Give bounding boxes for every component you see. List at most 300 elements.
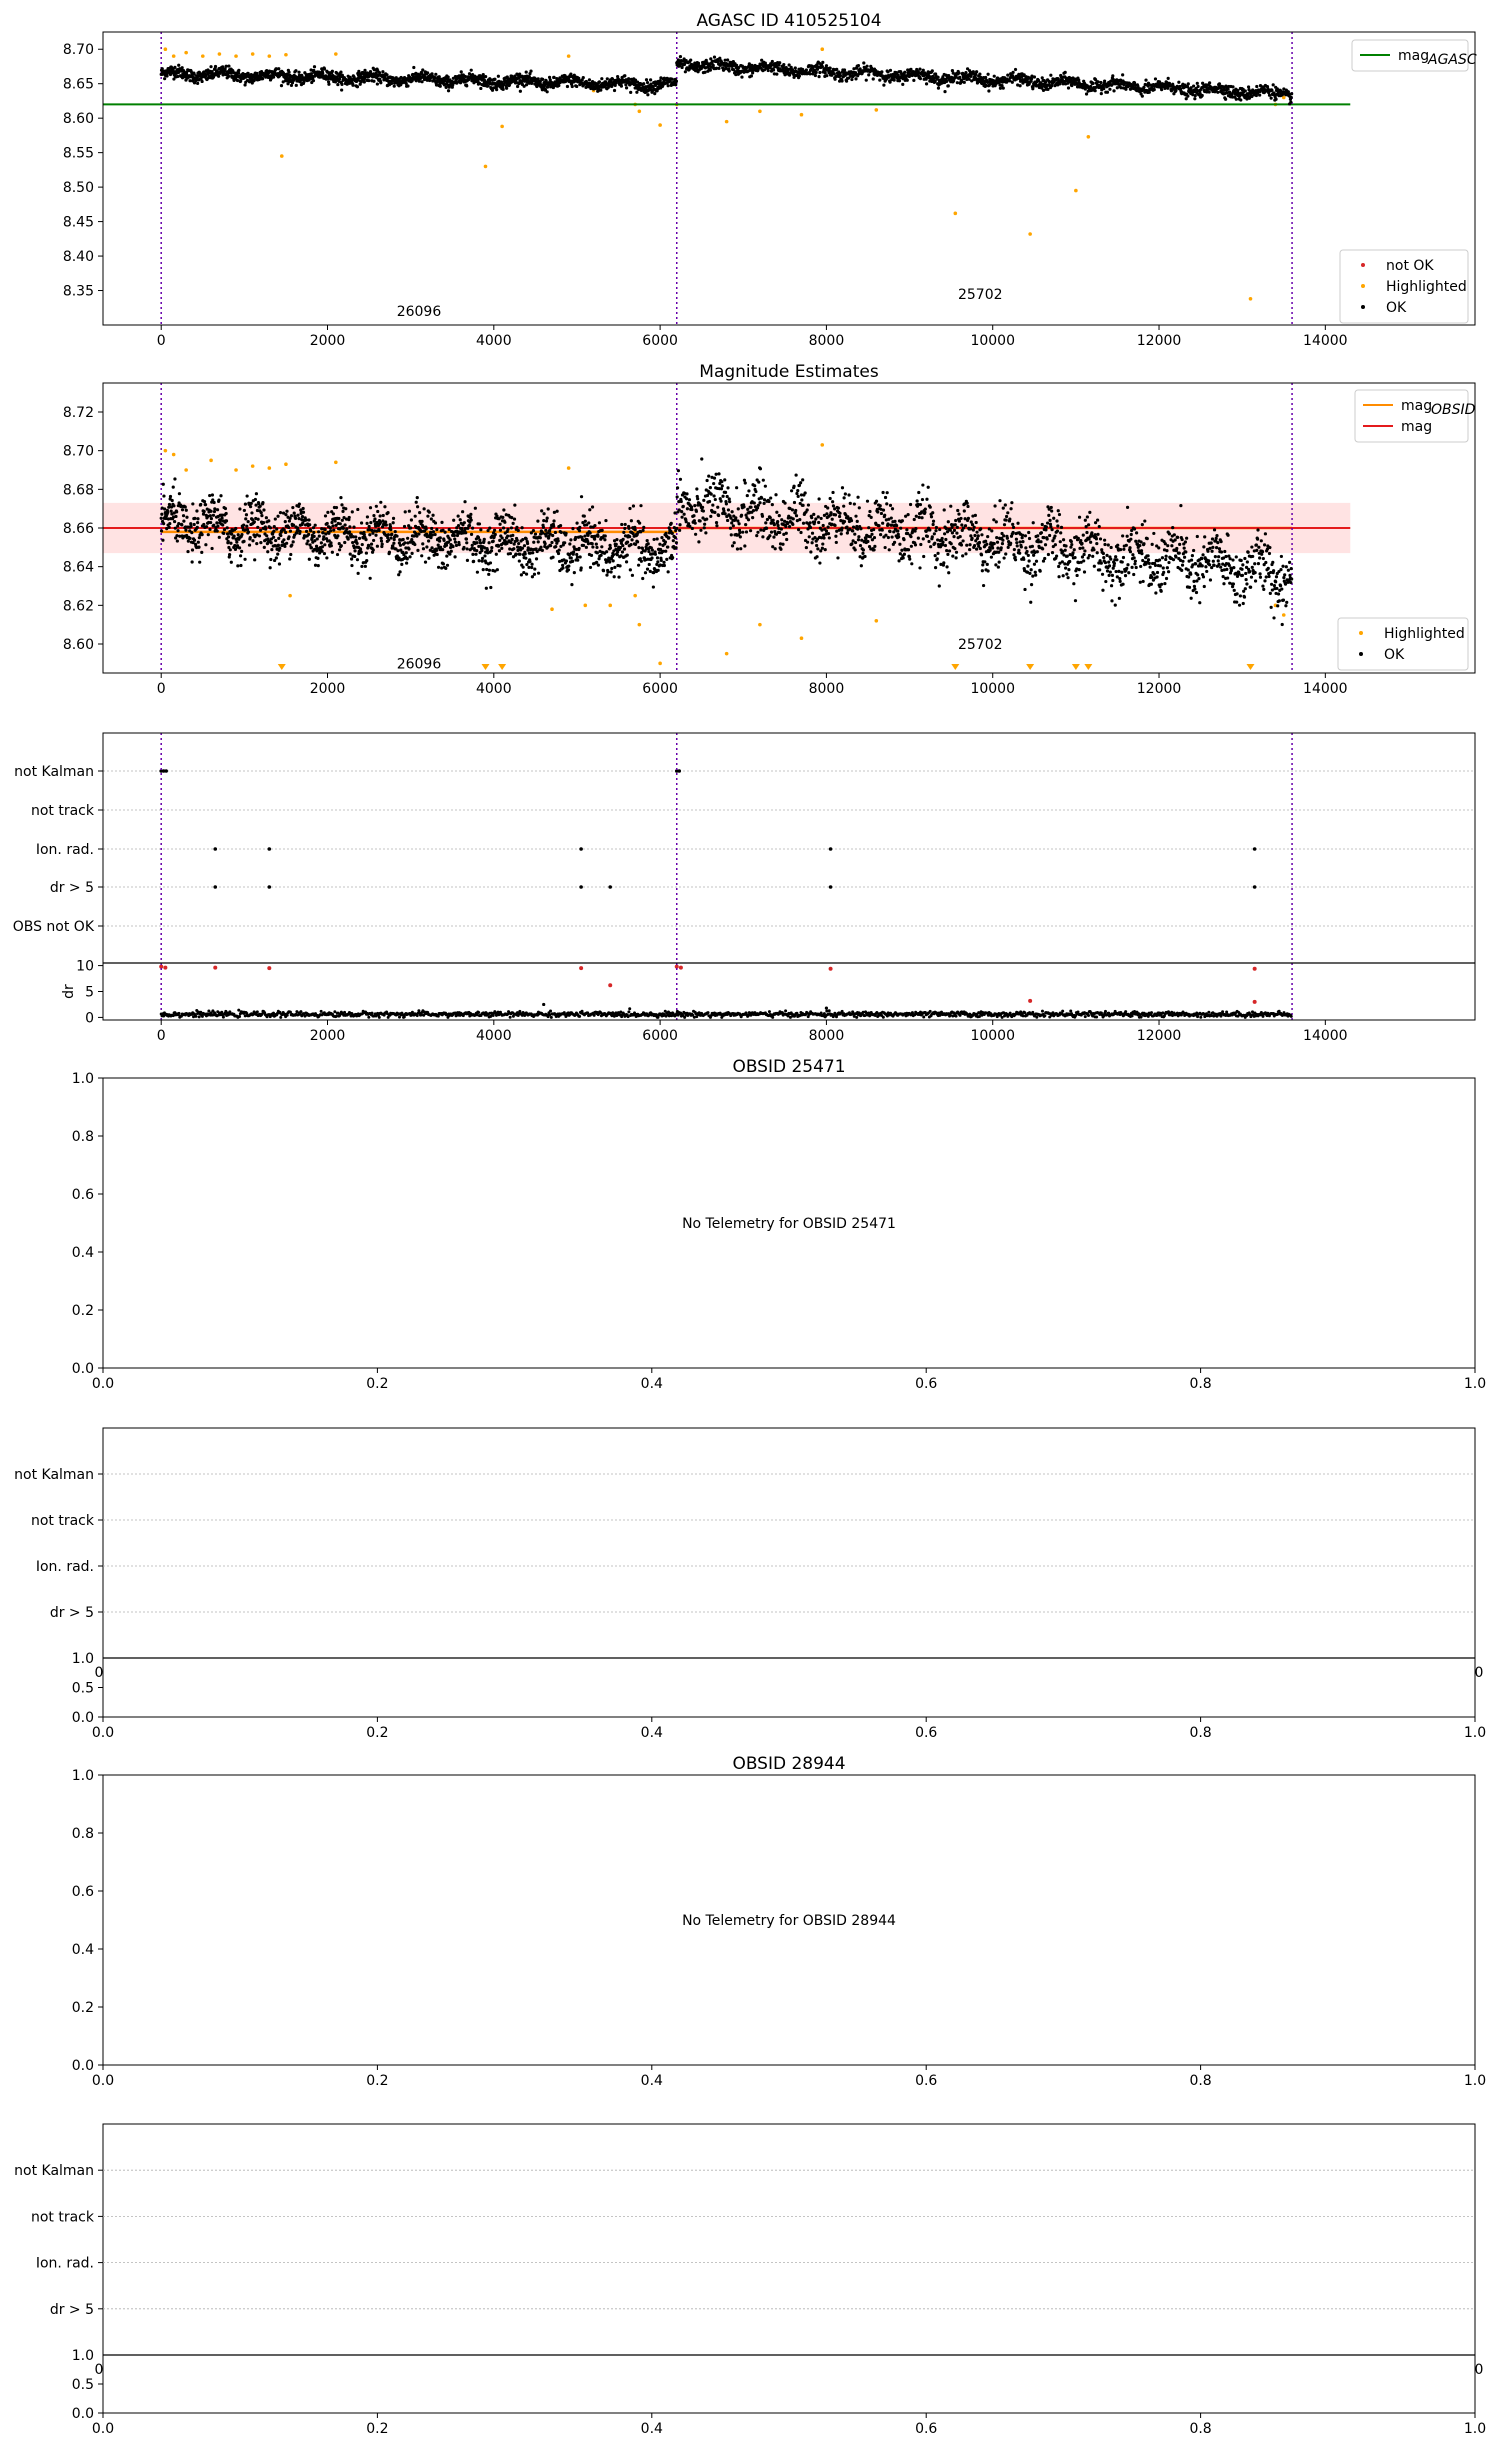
ok-point — [740, 514, 743, 517]
ok-point — [368, 533, 371, 536]
ok-point — [764, 485, 767, 488]
ok-point — [405, 551, 408, 554]
ok-point — [767, 500, 770, 503]
ok-point — [936, 76, 939, 79]
ok-point — [439, 536, 442, 539]
ok-point — [751, 516, 754, 519]
ok-point — [226, 526, 229, 529]
ok-point — [646, 539, 649, 542]
legend-subscript: OBSID — [1431, 402, 1476, 418]
ok-point — [204, 503, 207, 506]
ok-point — [247, 530, 250, 533]
ok-point — [1197, 85, 1200, 88]
ok-point — [723, 478, 726, 481]
ok-point — [964, 71, 967, 74]
ok-point — [778, 531, 781, 534]
ok-point — [880, 70, 883, 73]
highlighted-point — [251, 464, 255, 468]
ok-point — [160, 513, 163, 516]
ok-point — [409, 526, 412, 529]
y-tick-label: 8.62 — [62, 598, 94, 615]
ok-point — [278, 562, 281, 565]
ok-point — [528, 560, 531, 563]
ok-point — [757, 480, 760, 483]
ok-point — [181, 508, 184, 511]
ok-point — [796, 489, 799, 492]
ok-point — [196, 82, 199, 85]
ok-point — [478, 539, 481, 542]
highlighted-point — [1074, 189, 1078, 193]
ok-point — [202, 523, 205, 526]
ok-point — [557, 552, 560, 555]
ok-point — [298, 502, 301, 505]
lower-limit-marker — [1246, 664, 1254, 670]
ok-point — [814, 74, 817, 77]
ok-point — [765, 527, 768, 530]
ok-point — [947, 84, 950, 87]
ok-point — [176, 539, 179, 542]
ok-point — [501, 536, 504, 539]
ok-point — [412, 66, 415, 69]
ok-point — [522, 566, 525, 569]
ok-point — [524, 552, 527, 555]
ok-point — [781, 543, 784, 546]
ok-point — [444, 567, 447, 570]
ok-point — [429, 531, 432, 534]
ok-point — [266, 550, 269, 553]
ok-point — [741, 531, 744, 534]
ok-point — [440, 521, 443, 524]
ok-point — [420, 80, 423, 83]
ok-point — [572, 550, 575, 553]
ok-point — [544, 529, 547, 532]
ok-point — [375, 505, 378, 508]
ok-point — [726, 58, 729, 61]
ok-point — [622, 538, 625, 541]
ok-point — [410, 518, 413, 521]
ok-point — [627, 77, 630, 80]
ok-point — [494, 533, 497, 536]
ok-point — [785, 538, 788, 541]
ok-point — [213, 507, 216, 510]
ok-point — [201, 80, 204, 83]
ok-point — [1272, 83, 1275, 86]
ok-point — [475, 541, 478, 544]
ok-point — [621, 550, 624, 553]
ok-point — [590, 554, 593, 557]
ok-point — [296, 514, 299, 517]
ok-point — [530, 566, 533, 569]
ok-point — [316, 537, 319, 540]
ok-point — [470, 69, 473, 72]
ok-point — [312, 79, 315, 82]
ok-point — [1064, 71, 1067, 74]
ok-point — [768, 534, 771, 537]
ok-point — [779, 548, 782, 551]
ok-point — [524, 557, 527, 560]
ok-point — [746, 508, 749, 511]
ok-point — [695, 487, 698, 490]
highlighted-point — [583, 604, 587, 608]
ok-point — [191, 502, 194, 505]
ok-point — [716, 506, 719, 509]
ok-point — [785, 532, 788, 535]
ok-point — [783, 501, 786, 504]
ok-point — [495, 88, 498, 91]
ok-point — [243, 509, 246, 512]
ok-point — [901, 83, 904, 86]
ok-point — [272, 536, 275, 539]
ok-point — [343, 541, 346, 544]
ok-point — [516, 539, 519, 542]
ok-point — [903, 71, 906, 74]
ok-point — [510, 526, 513, 529]
ok-point — [522, 571, 525, 574]
ok-point — [597, 564, 600, 567]
ok-point — [207, 533, 210, 536]
ok-point — [225, 65, 228, 68]
lower-limit-marker — [498, 664, 506, 670]
ok-point — [715, 524, 718, 527]
ok-point — [798, 74, 801, 77]
ok-point — [209, 514, 212, 517]
ok-point — [461, 510, 464, 513]
ok-point — [466, 559, 469, 562]
x-tick-label: 12000 — [1136, 681, 1182, 697]
ok-point — [431, 533, 434, 536]
ok-point — [593, 524, 596, 527]
highlighted-point — [567, 54, 571, 58]
ok-point — [743, 479, 746, 482]
ok-point — [463, 521, 466, 524]
ok-point — [591, 545, 594, 548]
ok-point — [161, 539, 164, 542]
ok-point — [339, 71, 342, 74]
ok-point — [369, 506, 372, 509]
ok-point — [715, 521, 718, 524]
ok-point — [209, 65, 212, 68]
highlighted-point — [172, 54, 176, 58]
ok-point — [483, 554, 486, 557]
ok-point — [403, 541, 406, 544]
highlighted-point — [172, 453, 176, 457]
y-tick-label: 8.65 — [62, 76, 94, 93]
ok-point — [334, 80, 337, 83]
ok-point — [675, 541, 678, 544]
ok-point — [523, 544, 526, 547]
ok-point — [455, 544, 458, 547]
ok-point — [431, 514, 434, 517]
ok-point — [237, 72, 240, 75]
ok-point — [799, 481, 802, 484]
highlighted-point — [234, 54, 238, 58]
ok-point — [217, 75, 220, 78]
highlighted-point — [820, 443, 824, 447]
ok-point — [775, 511, 778, 514]
ok-point — [521, 547, 524, 550]
ok-point — [582, 544, 585, 547]
ok-point — [604, 519, 607, 522]
ok-point — [809, 550, 812, 553]
highlighted-point — [334, 460, 338, 464]
ok-point — [713, 511, 716, 514]
highlighted-point — [658, 662, 662, 666]
ok-point — [547, 507, 550, 510]
ok-point — [515, 526, 518, 529]
lower-limit-marker — [951, 664, 959, 670]
ok-point — [680, 510, 683, 513]
ok-point — [1187, 82, 1190, 85]
ok-point — [447, 89, 450, 92]
ok-point — [350, 557, 353, 560]
ok-point — [658, 543, 661, 546]
ok-point — [193, 517, 196, 520]
ok-point — [557, 539, 560, 542]
ok-point — [406, 557, 409, 560]
ok-point — [464, 75, 467, 78]
ok-point — [541, 549, 544, 552]
ok-point — [476, 571, 479, 574]
highlighted-point — [567, 466, 571, 470]
ok-point — [481, 557, 484, 560]
ok-point — [591, 505, 594, 508]
ok-point — [498, 539, 501, 542]
ok-point — [784, 525, 787, 528]
ok-point — [617, 575, 620, 578]
ok-point — [263, 546, 266, 549]
ok-point — [552, 519, 555, 522]
x-tick-label: 0 — [156, 681, 166, 697]
ok-point — [287, 71, 290, 74]
ok-point — [226, 532, 229, 535]
ok-point — [610, 567, 613, 570]
ok-point — [764, 521, 767, 524]
ok-point — [381, 70, 384, 73]
ok-point — [622, 531, 625, 534]
ok-point — [209, 510, 212, 513]
ok-point — [185, 516, 188, 519]
ok-point — [338, 548, 341, 551]
ok-point — [850, 78, 853, 81]
x-tick-label: 4000 — [475, 333, 512, 349]
ok-point — [257, 518, 260, 521]
ok-point — [604, 534, 607, 537]
ok-point — [244, 517, 247, 520]
ok-point — [465, 84, 468, 87]
ok-point — [363, 69, 366, 72]
ok-point — [664, 532, 667, 535]
ok-point — [482, 568, 485, 571]
ok-point — [756, 531, 759, 534]
ok-point — [1208, 81, 1211, 84]
ok-point — [505, 87, 508, 90]
ok-point — [367, 79, 370, 82]
ok-point — [898, 79, 901, 82]
ok-point — [588, 78, 591, 81]
ok-point — [416, 549, 419, 552]
highlighted-point — [184, 51, 188, 55]
ok-point — [526, 542, 529, 545]
ok-point — [806, 541, 809, 544]
ok-point — [197, 541, 200, 544]
ok-point — [503, 521, 506, 524]
ok-point — [636, 540, 639, 543]
ok-point — [314, 524, 317, 527]
ok-point — [550, 541, 553, 544]
ok-point — [193, 539, 196, 542]
ok-point — [872, 77, 875, 80]
ok-point — [516, 85, 519, 88]
ok-point — [646, 568, 649, 571]
ok-point — [670, 522, 673, 525]
ok-point — [390, 533, 393, 536]
ok-point — [1077, 78, 1080, 81]
ok-point — [634, 543, 637, 546]
ok-point — [373, 517, 376, 520]
ok-point — [379, 514, 382, 517]
ok-point — [314, 564, 317, 567]
highlighted-point — [638, 109, 642, 113]
ok-point — [703, 523, 706, 526]
x-tick-label: 6000 — [642, 333, 678, 349]
ok-point — [417, 532, 420, 535]
ok-point — [331, 70, 334, 73]
ok-point — [341, 510, 344, 513]
ok-point — [191, 548, 194, 551]
ok-point — [340, 83, 343, 86]
ok-point — [229, 542, 232, 545]
ok-point — [1193, 97, 1196, 100]
ok-point — [679, 55, 682, 58]
ok-point — [612, 559, 615, 562]
ok-point — [975, 70, 978, 73]
ok-point — [542, 512, 545, 515]
ok-point — [471, 527, 474, 530]
ok-point — [173, 520, 176, 523]
ok-point — [285, 542, 288, 545]
ok-point — [776, 520, 779, 523]
ok-point — [162, 522, 165, 525]
ok-point — [546, 90, 549, 93]
ok-point — [666, 545, 669, 548]
ok-point — [163, 77, 166, 80]
ok-point — [798, 518, 801, 521]
ok-point — [219, 494, 222, 497]
ok-point — [297, 71, 300, 74]
ok-point — [340, 503, 343, 506]
ok-point — [200, 551, 203, 554]
ok-point — [411, 552, 414, 555]
ok-point — [453, 537, 456, 540]
ok-point — [719, 500, 722, 503]
ok-point — [702, 509, 705, 512]
ok-point — [479, 87, 482, 90]
ok-point — [289, 530, 292, 533]
ok-point — [253, 520, 256, 523]
ok-point — [1148, 91, 1151, 94]
ok-point — [736, 519, 739, 522]
ok-point — [517, 529, 520, 532]
ok-point — [674, 536, 677, 539]
ok-point — [919, 77, 922, 80]
highlighted-point — [268, 54, 272, 58]
ok-point — [1067, 86, 1070, 89]
ok-point — [511, 538, 514, 541]
ok-point — [648, 563, 651, 566]
ok-point — [430, 546, 433, 549]
ok-point — [295, 84, 298, 87]
ok-point — [560, 531, 563, 534]
x-tick-label: 2000 — [309, 681, 346, 697]
x-tick-label: 8000 — [808, 333, 845, 349]
ok-point — [471, 553, 474, 556]
ok-point — [579, 555, 582, 558]
ok-point — [184, 505, 187, 508]
ok-point — [1094, 89, 1097, 92]
ok-point — [287, 535, 290, 538]
ok-point — [712, 482, 715, 485]
ok-point — [166, 511, 169, 514]
ok-point — [1012, 71, 1015, 74]
ok-point — [707, 475, 710, 478]
ok-point — [578, 526, 581, 529]
ok-point — [284, 513, 287, 516]
agasc-title: AGASC ID 410525104 — [696, 11, 882, 31]
ok-point — [447, 75, 450, 78]
ok-point — [284, 520, 287, 523]
ok-point — [686, 507, 689, 510]
ok-point — [656, 560, 659, 563]
ok-point — [168, 522, 171, 525]
ok-point — [725, 502, 728, 505]
ok-point — [259, 505, 262, 508]
ok-point — [780, 527, 783, 530]
ok-point — [761, 535, 764, 538]
legend-dot — [1361, 284, 1365, 288]
ok-point — [171, 499, 174, 502]
ok-point — [674, 83, 677, 86]
ok-point — [225, 519, 228, 522]
ok-point — [208, 494, 211, 497]
y-tick-label: 8.68 — [62, 482, 94, 499]
highlighted-point — [820, 47, 824, 51]
ok-point — [549, 544, 552, 547]
ok-point — [169, 495, 172, 498]
ok-point — [318, 535, 321, 538]
ok-point — [728, 497, 731, 500]
x-tick-label: 14000 — [1303, 681, 1348, 697]
ok-point — [759, 528, 762, 531]
highlighted-point — [334, 52, 338, 56]
ok-point — [802, 522, 805, 525]
ok-point — [772, 68, 775, 71]
ok-point — [709, 515, 712, 518]
legend-dot — [1361, 305, 1365, 309]
ok-point — [1014, 68, 1017, 71]
ok-point — [387, 533, 390, 536]
ok-point — [280, 84, 283, 87]
ok-point — [1239, 98, 1242, 101]
ok-point — [289, 553, 292, 556]
ok-point — [329, 526, 332, 529]
ok-point — [790, 489, 793, 492]
ok-point — [736, 547, 739, 550]
ok-point — [578, 529, 581, 532]
ok-point — [490, 549, 493, 552]
ok-point — [435, 528, 438, 531]
ok-point — [818, 71, 821, 74]
ok-point — [574, 536, 577, 539]
